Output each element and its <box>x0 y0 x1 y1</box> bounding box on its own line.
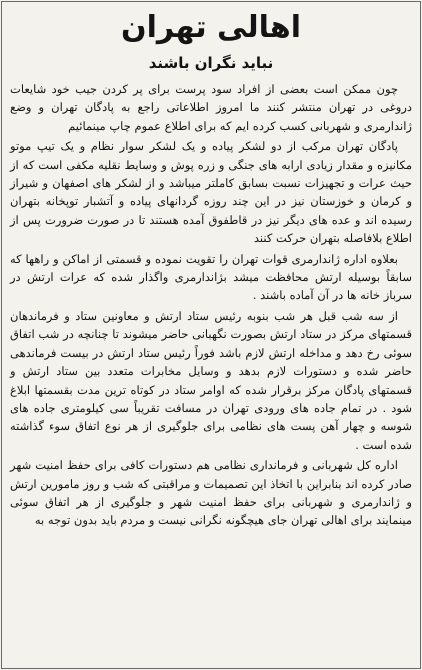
paragraph-garrison: پادگان تهران مرکب از دو لشکر پیاده و یک لشکر سوار نظام و یک تیپ موتو مکانیزه و مقدار زیادی ارابه های جنگی و زره پوش و وسایط نقلیه مکفی است که از حیث عرات و تجهیزات نسبت بسابق کاملتر میباشد و از لشکر های اصفهان و شیراز و کرمان و خوزستان نیز در این چند روزه گردانهای پیاده و آتشبار توپخانه بتهران رسیده اند و عده های دیگر نیز در قاطفوق آمده هستند تا در صورت ضرورت پس از اطلاع بلافاصله بتهران حرکت کنند <box>10 139 412 246</box>
paragraph-intro: چون ممکن است بعضی از افراد سود پرست برای پر کردن جیب خود شایعات دروغی در تهران منتشر کنند ما امروز اطلاعاتی راجع به پادگان تهران و وضع ژاندارمری و شهربانی کسب کرده ایم که برای اطلاع عموم چاپ مینمائیم <box>10 82 412 133</box>
article-headline: اهالی تهران <box>120 10 302 45</box>
paragraph-gendarmerie: بعلاوه اداره ژاندارمری قوات تهران را تقویت نموده و قسمتی از اماکن و راهها که سابقاً بوسیله ارتش محافظت میشد بژاندارمری واگذار شده که عرات ارتش در سرباز خانه ها در آن آماده باشند . <box>10 251 412 303</box>
article-subheadline: نباید نگران باشند <box>148 54 274 72</box>
paragraph-army-staff: از سه شب قبل هر شب بنوبه رئیس ستاد ارتش و معاونین ستاد و فرماندهان قسمتهای مرکز در ستاد ارتش بصورت نگهبانی حاضر میشوند تا چنانچه در شب اتفاق سوئی رخ دهد و مداخله ارتش لازم باشد فوراً رئیس ستاد ارتش در بیست فرماندهی حاضر شده و دستورات لازم بدهد و وسایل مخابرات متعدد بین ستاد ارتش و قسمتهای پادگان مرکز برقرار شده که اوامر ستاد در کوتاه ترین مدت بقسمتها ابلاغ شود . در تمام جاده های ورودی تهران در مسافت تقریباً سی کیلومتری جاده های شوسه و چهار آهن پست های نظامی برای جلوگیری از هر نوع اتفاق سوء گذاشته شده است . <box>10 308 412 452</box>
paragraph-police: اداره کل شهربانی و فرمانداری نظامی هم دستورات کافی برای حفظ امنیت شهر صادر کرده اند بنابراین با اتخاذ این تصمیمات و مراقبتی که شب و روز مامورین ارتش و ژاندارمری و شهربانی برای حفظ امنیت شهر و جلوگیری از هر اتفاق سوئی مینمایند برای اهالی تهران جای هیچگونه نگرانی نیست و مردم باید بدون توجه به <box>10 458 412 528</box>
